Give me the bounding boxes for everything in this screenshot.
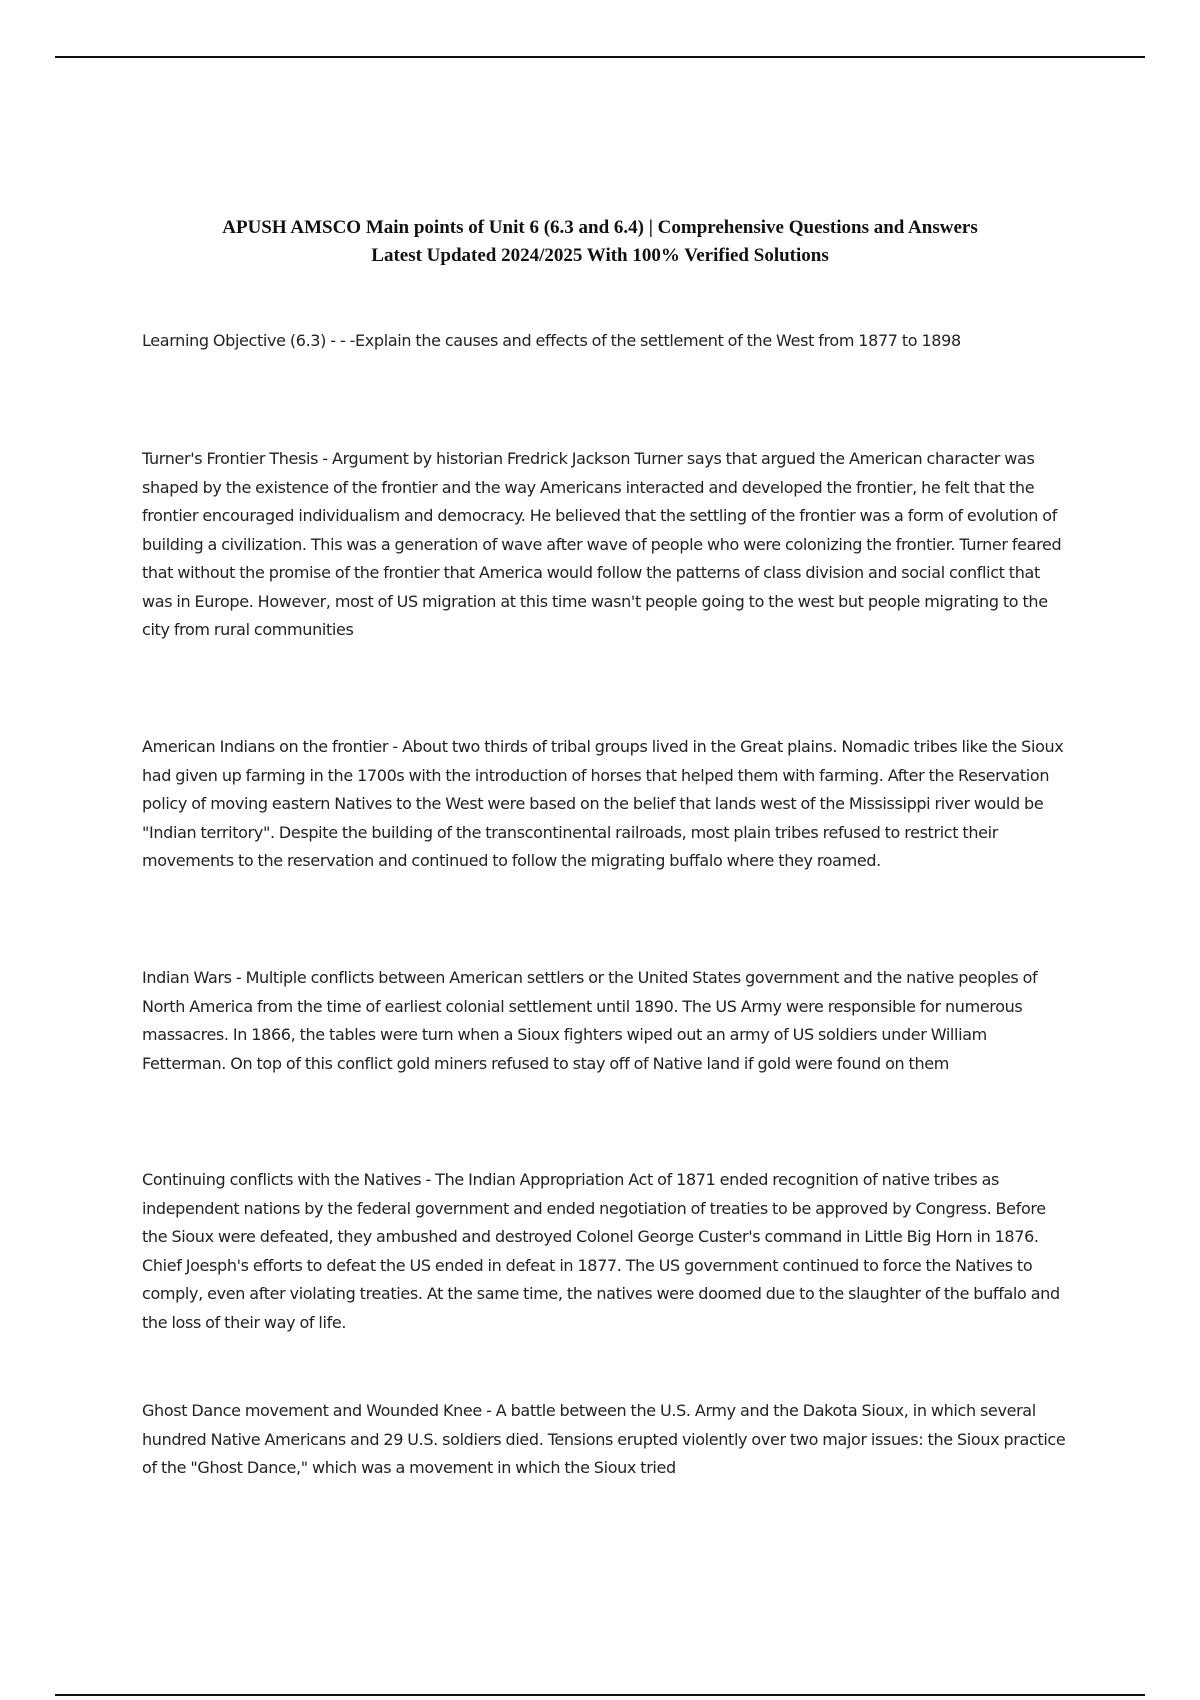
document-title xyxy=(140,214,1060,270)
entry-definition: About two thirds of tribal groups lived in the Great plains. Nomadic tribes like the Sioux had given up farming in the 1700s with the introduction of horses that helped them with farming. After the Reservation policy of moving eastern Natives to the West were based on the belief that lands west of the Mississippi river would be "Indian territory". Despite the building of the transcontinental railroads, most plain tribes refused to restrict their movements to the reservation and continued to follow the migrating buffalo where they roamed. xyxy=(142,737,1064,870)
entry-turners-frontier-thesis xyxy=(142,445,1067,645)
entry-term: Continuing conflicts with the Natives - xyxy=(142,1170,435,1189)
entry-term: Ghost Dance movement and Wounded Knee - xyxy=(142,1401,496,1420)
title-line-1: APUSH AMSCO Main points of Unit 6 (6.3 and 6.4) | Comprehensive Questions and Answers xyxy=(222,217,978,238)
entry-definition: A battle between the U.S. Army and the Dakota Sioux, in which several hundred Native Americans and 29 U.S. soldiers died. Tensions erupted violently over two major issues: the Sioux practice of the "Ghost Dance," which was a movement in which the Sioux tried xyxy=(142,1401,1066,1477)
entry-term: Turner's Frontier Thesis - xyxy=(142,449,332,468)
top-rule xyxy=(55,56,1145,58)
title-line-2: Latest Updated 2024/2025 With 100% Verified Solutions xyxy=(371,245,829,266)
entry-american-indians-frontier xyxy=(142,733,1067,876)
bottom-rule xyxy=(55,1694,1145,1696)
entry-learning-objective xyxy=(142,327,1067,356)
entry-term: Indian Wars - xyxy=(142,968,246,987)
entry-definition: Argument by historian Fredrick Jackson Turner says that argued the American character was shaped by the existence of the frontier and the way Americans interacted and developed the frontier, he felt that the frontier encouraged individualism and democracy. He believed that the settling of the frontier was a form of evolution of building a civilization. This was a generation of wave after wave of people who were colonizing the frontier. Turner feared that without the promise of the frontier that America would follow the patterns of class division and social conflict that was in Europe. However, most of US migration at this time wasn't people going to the west but people migrating to the city from rural communities xyxy=(142,449,1062,639)
entry-term: American Indians on the frontier - xyxy=(142,737,402,756)
entry-definition: The Indian Appropriation Act of 1871 ended recognition of native tribes as independent nations by the federal government and ended negotiation of treaties to be approved by Congress. Before the Sioux were defeated, they ambushed and destroyed Colonel George Custer's command in Little Big Horn in 1876. Chief Joesph's efforts to defeat the US ended in defeat in 1877. The US government continued to force the Natives to comply, even after violating treaties. At the same time, the natives were doomed due to the slaughter of the buffalo and the loss of their way of life. xyxy=(142,1170,1060,1332)
entry-ghost-dance-wounded-knee xyxy=(142,1397,1067,1483)
entry-indian-wars xyxy=(142,964,1067,1078)
entry-continuing-conflicts xyxy=(142,1166,1067,1337)
entry-term: Learning Objective (6.3) - - xyxy=(142,331,350,350)
entry-definition: Multiple conflicts between American settlers or the United States government and the native peoples of North America from the time of earliest colonial settlement until 1890. The US Army were responsible for numerous massacres. In 1866, the tables were turn when a Sioux fighters wiped out an army of US soldiers under William Fetterman. On top of this conflict gold miners refused to stay off of Native land if gold were found on them xyxy=(142,968,1038,1073)
entry-definition: -Explain the causes and effects of the settlement of the West from 1877 to 1898 xyxy=(349,331,961,350)
